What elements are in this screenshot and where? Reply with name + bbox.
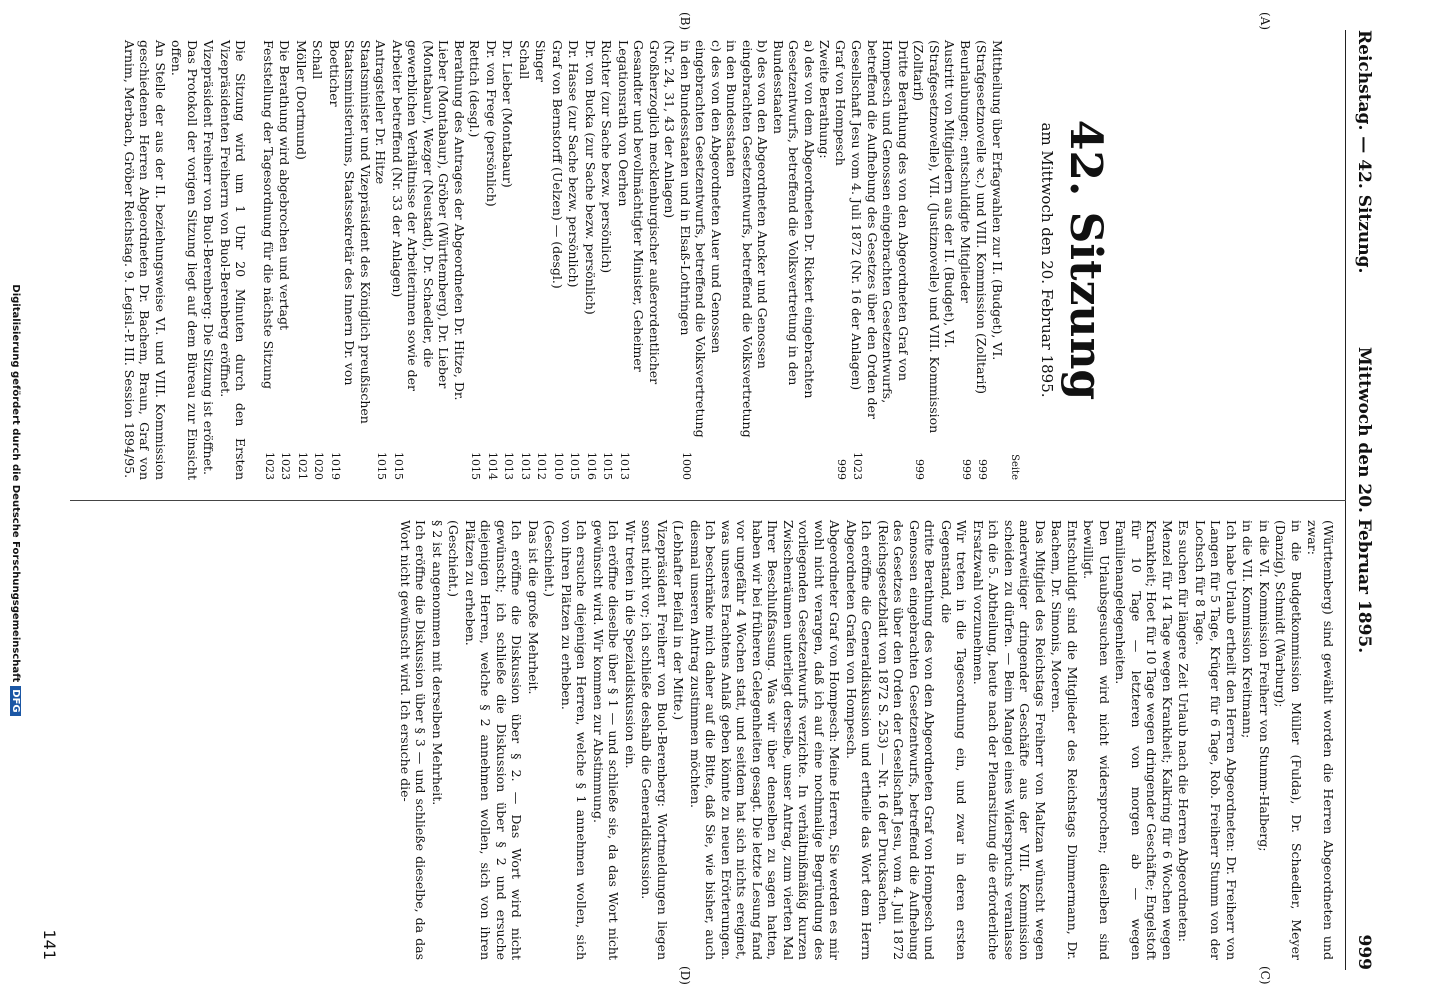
contents-entry-text: Die Berathung wird abgebrochen und vertagt	[277, 40, 293, 331]
margin-marker-b: (B)	[678, 12, 692, 31]
margin-marker-d: (D)	[678, 966, 692, 985]
header-center: Mittwoch den 20. Februar 1895.	[1354, 346, 1374, 654]
contents-entry	[771, 40, 818, 480]
header-page-number: 999	[1354, 934, 1374, 970]
paragraph: Das Protokoll der vorigen Sitzung liegt auf dem Büreau zur Einsicht offen.	[169, 40, 200, 480]
contents-entry-text: Mittheilung über Erfagwahlen zur II. (Budget), VI. (Strafgesetznovelle ꝛc.) und VIII. Kommission (Zolltarif)	[974, 40, 1005, 394]
contents-entry	[599, 40, 616, 480]
contents-entry-text: Beurlaubungen; entschuldigte Mitglieder	[958, 40, 973, 303]
contents-entry	[817, 40, 833, 480]
contents-entry-text: Schall	[517, 40, 532, 80]
paragraph: Den Urlaubsgesuchen wird nicht widersprochen; dieselben sind bewilligt.	[1081, 520, 1112, 960]
margin-marker-a: (A)	[1258, 12, 1272, 31]
paragraph: in die Budgetkommission Müller (Fulda), Dr. Schaedler, Meyer (Danzig), Schmidt (Warburg);	[1273, 520, 1304, 960]
session-date: am Mittwoch den 20. Februar 1895.	[1038, 122, 1056, 398]
contents-entry-text: Austritt von Mitgliedern aus der II. (Budget), VI. (Strafgesetznovelle), VII. (Justiznovelle) und VIII. Kommission (Zolltarif)	[911, 40, 958, 434]
contents-page-label: Seite	[1009, 454, 1021, 480]
contents-entry	[327, 40, 374, 480]
paragraph: Das ist die große Mehrheit.	[526, 520, 541, 695]
contents-entry-page: 1013	[618, 452, 631, 480]
contents-entry-page: 1015	[375, 452, 389, 480]
contents-entry	[724, 40, 771, 480]
contents-entry	[833, 40, 850, 480]
contents-entry	[566, 40, 583, 480]
paragraph: § 2 ist angenommen mit derselben Mehrheit.	[430, 520, 445, 806]
contents-entry	[911, 40, 958, 480]
contents-entry-text: Zweite Berathung:	[817, 40, 833, 159]
contents-entry	[550, 40, 567, 480]
contents-entry	[467, 40, 484, 480]
contents-entry	[662, 40, 678, 480]
paragraph: (Geschieht.)	[446, 520, 462, 598]
contents-entry	[390, 40, 468, 480]
running-header	[1350, 30, 1374, 970]
contents-entry-page: 1010	[552, 452, 565, 480]
table-of-contents	[261, 40, 1006, 480]
contents-entry-text: Dr. Lieber (Montabaur)	[500, 40, 516, 188]
paragraph: Abgeordneter Graf von Hompesch: Meine Herren, Sie werden es mir wohl nicht verargen, daß ich auf eine nochmalige Begründung des vorliegenden Gesetzentwurfs verzichte. In verhältnißmäßig kurzen Zwischenräumen unterliegt derselbe, unser Antrag, zum vierten Mal Ihrer Beschlußfassung. Was wir über denselben zu sagen hatten, haben wir bei früheren Gelegenheiten gesagt. Die letzte Lesung fand vor ungefähr 4 Wochen statt, und seitdem hat sich nichts ereignet, was unseres Erachtens Anlaß geben könnte zu neuen Erörterungen. Ich beschränke mich daher auf die Bitte, daß Sie, wie bisher, auch diesmal unseren Antrag zustimmen möchten.	[688, 520, 843, 960]
paragraph: Ich eröffne die Diskussion über § 3 — und schließe dieselbe, da das Wort nicht gewünscht wird. Ich ersuche die-	[398, 520, 429, 960]
contents-entry	[517, 40, 534, 480]
paragraph: An Stelle der aus der II. beziehungsweise VI. und VIII. Kommission geschiedenen Herren Abgeordneten Dr. Bachem, Braun, Graf von Arnim, Merbach, Gröber Reichstag. 9. Legisl.-P. III. Session 1894/95.	[122, 40, 168, 480]
paragraph: Ich eröffne die Generaldiskussion und ertheile das Wort dem Herrn Abgeordneten Grafen von Hompesch.	[844, 520, 875, 960]
contents-entry-text: c) des von den Abgeordneten Auer und Genossen eingebrachten Gesetzentwurfs, betreffend die Volksvertretung in den Bundesstaaten und in Elsaß-Lothringen	[678, 40, 724, 438]
contents-entry-text: Richter (zur Sache bezw. persönlich)	[599, 40, 615, 274]
footer-text: Digitalisierung gefördert durch die Deutsche Forschungsgemeinschaft	[10, 284, 21, 683]
contents-entry-text: Schall	[310, 40, 326, 80]
right-body-text	[398, 520, 1337, 960]
contents-entry-page: 1015	[601, 452, 615, 480]
margin-marker-c: (C)	[1258, 966, 1272, 985]
contents-entry	[849, 40, 911, 480]
contents-entry-page: 999	[835, 459, 848, 480]
contents-entry-page: 1012	[535, 452, 549, 480]
contents-entry-page: 999	[913, 459, 927, 480]
contents-entry-page: 1021	[296, 452, 309, 480]
contents-entry-page: 1000	[680, 452, 693, 480]
contents-entry	[484, 40, 501, 480]
contents-entry-text: Graf von Bernstorff (Uelzen) — (desgl.)	[550, 40, 565, 289]
paragraph: Die Sitzung wird um 1 Uhr 20 Minuten durch den Ersten Vizepräsidenten Freiherrn von Buol-Berenberg eröffnet.	[218, 40, 249, 480]
contents-entry-page: 1015	[469, 452, 483, 480]
contents-entry-page: 1019	[329, 452, 342, 480]
paragraph: Vizepräsident Freiherr von Buol-Berenberg: Wortmeldungen liegen sonst nicht vor; ich schließe deshalb die Generaldiskussion.	[639, 520, 670, 960]
contents-entry	[974, 40, 1005, 480]
left-column	[121, 40, 1337, 480]
contents-entry-text: Antragsteller Dr. Hitze	[373, 40, 389, 185]
contents-entry-page: 1016	[585, 452, 598, 480]
paragraph: Wir treten in die Tagesordnung ein, und zwar in deren ersten Gegenstand, die	[939, 520, 970, 960]
paragraph: Ich eröffne dieselbe über § 1 — und schließe sie, da das Wort nicht gewünscht wird. Wir kommen zur Abstimmung.	[591, 520, 622, 960]
contents-entry-page: 1013	[502, 452, 516, 480]
paragraph: Ich habe Urlaub ertheilt den Herren Abgeordneten: Dr. Freiherr von Langen für 5 Tage, Krüger für 6 Tage, Rob. Freiherr Stumm von der Lochsch für 8 Tage.	[1193, 520, 1239, 960]
footer-credit	[10, 0, 21, 1000]
contents-entry-page: 1013	[519, 452, 532, 480]
contents-entry-text: Großherzoglich mecklenburgischer außerordentlicher Gesandter und bevollmächtigter Minister, Geheimer Legationsrath von Oerhen	[616, 40, 662, 385]
contents-entry-text: Möller (Dortmund)	[294, 40, 309, 160]
paragraph: Ich ersuche diejenigen Herren, welche § 1 annehmen wollen, sich von ihren Plätzen zu erheben.	[559, 520, 590, 960]
contents-entry-text: Dr. Hasse (zur Sache bezw. persönlich)	[566, 40, 582, 288]
contents-entry	[500, 40, 517, 480]
contents-entry-page: 999	[960, 459, 973, 480]
paragraph: (Geschieht.)	[542, 520, 558, 598]
paragraph: in die VI. Kommission Freiherr von Stumm-Halberg;	[1257, 520, 1272, 852]
paragraph: Vizepräsident Freiherr von Buol-Berenberg: Die Sitzung ist eröffnet.	[201, 40, 217, 475]
contents-entry-page: 1023	[851, 452, 865, 480]
right-column	[397, 520, 1337, 960]
contents-entry-text: Feststellung der Tagesordnung für die nächste Sitzung	[261, 40, 276, 389]
contents-entry	[373, 40, 390, 480]
contents-entry-text: Dr. von Bucka (zur Sache bezw. persönlich)	[583, 40, 598, 315]
paragraph: Es suchen für längere Zeit Urlaub nach die Herren Abgeordneten:	[1176, 520, 1192, 943]
dfg-logo: DFG	[10, 686, 21, 715]
contents-entry-page: 1023	[279, 452, 293, 480]
paragraph: Das Mitglied des Reichstags Freiherr von Maltzan wünscht wegen anderweitiger dringender Geschäfte aus der VIII. Kommission scheiden zu dürfen. — Beim Mangel eines Widerspruchs veranlasse ich die 5. Abtheilung, heute nach der Plenarsitzung die erforderliche Ersatzwahl vorzunehmen.	[971, 520, 1048, 960]
contents-entry-text: Graf von Hompesch	[833, 40, 848, 166]
contents-entry-page: 999	[976, 459, 990, 480]
contents-entry	[616, 40, 663, 480]
contents-entry	[958, 40, 975, 480]
paragraph: (Lebhafter Beifall in der Mitte.)	[671, 520, 687, 721]
session-title: 42. Sitzung	[1060, 119, 1111, 401]
paragraph: (Württemberg) sind gewählt worden die Herren Abgeordneten und zwar:	[1305, 520, 1336, 960]
paragraph: Wir treten in die Spezialdiskussion ein.	[623, 520, 638, 769]
paragraph: Menzel für 14 Tage wegen Krankheit; Kalkring für 6 Wochen wegen Krankheit; Hoet für 10 Tage wegen dringender Geschäfte; Engelstoft für 10 Tage — letzteren von morgen ab — wegen Familienangelegenheiten.	[1113, 520, 1175, 960]
contents-entry	[310, 40, 327, 480]
contents-entry	[294, 40, 311, 480]
contents-entry-text: Berathung des Antrages der Abgeordneten Dr. Hitze, Dr. Lieber (Montabaur), Gröber (Württemberg), Dr. Lieber (Montabaur), Wezger (Neustadt), Dr. Schaedler, die gewerblichen Verhältnisse der Arbeiterinnen sowie der Arbeiter betreffend (Nr. 33 der Anlagen)	[390, 40, 467, 401]
contents-entry	[261, 40, 278, 480]
contents-entry-text: Staatsminister und Vizepräsident des Königlich preußischen Staatsministeriums, Staatssekretär des Innern Dr. von Boetticher	[327, 40, 373, 424]
contents-entry	[678, 40, 725, 480]
paragraph: Entschuldigt sind die Mitglieder des Reichstags Dimmermann, Dr. Bachem, Dr. Simonis, Moeren.	[1049, 520, 1080, 960]
contents-entry-page: 1023	[263, 452, 276, 480]
contents-entry-text: Dr. von Frege (persönlich)	[484, 40, 499, 207]
contents-entry-page: 1015	[568, 452, 582, 480]
contents-entry-page: 1014	[486, 452, 499, 480]
contents-entry-page: 1015	[392, 452, 405, 480]
sheet-number: 141	[40, 929, 59, 960]
contents-entry-text: Singer	[533, 40, 549, 82]
contents-entry	[583, 40, 600, 480]
left-body-text	[122, 40, 249, 480]
contents-entry-text: b) des von den Abgeordneten Ancker und Genossen eingebrachten Gesetzentwurfs, betreffend die Volksvertretung in den Bundesstaaten	[724, 40, 771, 438]
paragraph: in die VII. Kommission Kreitmann;	[1240, 520, 1256, 739]
header-left: Reichstag. — 42. Sitzung.	[1354, 30, 1374, 274]
contents-entry-text: a) des von dem Abgeordneten Dr. Rickert eingebrachten Gesetzentwurfs, betreffend die Volksvertretung in den Bundesstaaten	[771, 40, 817, 399]
contents-entry-page: 1020	[312, 452, 326, 480]
contents-entry	[277, 40, 294, 480]
paragraph: dritte Berathung des von den Abgeordneten Graf von Hompesch und Genossen eingebrachten Gesetzentwurfs, betreffend die Aufhebung des Gesetzes über den Orden der Gesellschaft Jesu, vom 4. Juli 1872 (Reichsgesetzblatt von 1872 S. 253) — Nr. 16 der Drucksachen.	[876, 520, 938, 960]
contents-entry-text: Dritte Berathung des von den Abgeordneten Graf von Hompesch und Genossen eingebrachten Gesetzentwurfs, betreffend die Aufhebung des Gesetzes über den Orden der Gesellschaft Jesu vom 4. Juli 1872 (Nr. 16 der Anlagen)	[849, 40, 911, 419]
paragraph: Ich eröffne die Diskussion über § 2. — Das Wort wird nicht gewünscht; ich schließe die Diskussion über § 2 und ersuche diejenigen Herren, welche § 2 annehmen wollen, sich von ihren Plätzen zu erheben.	[463, 520, 525, 960]
contents-entry-text: Rettich (desgl.)	[467, 40, 483, 138]
contents-entry-text: (Nr. 24, 31, 43 der Anlagen)	[662, 40, 678, 219]
column-divider	[70, 500, 1346, 501]
contents-entry	[533, 40, 550, 480]
